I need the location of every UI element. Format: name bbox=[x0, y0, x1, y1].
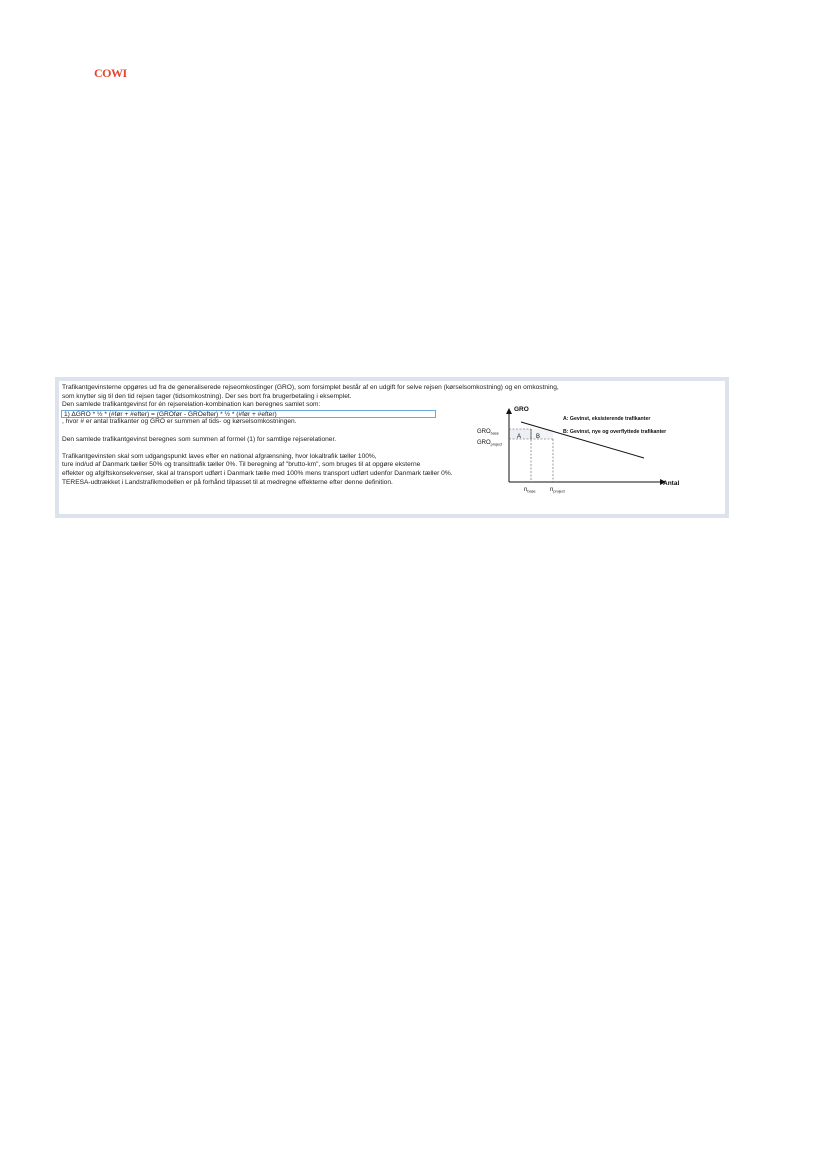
gro-project-label: $GRO_{project}$ bbox=[477, 440, 503, 447]
legend-a: A: Gevinst, eksisterende trafikanter bbox=[563, 416, 651, 422]
paragraph-line: som knytter sig til den tid rejsen tager (tidsomkostning). Der ses bort fra brugerbetaling i eksemplet. bbox=[62, 392, 352, 400]
x-axis-label: Antal bbox=[663, 480, 680, 487]
formula-note: , hvor # er antal trafikanter og GRO er summen af tids- og kørselsomkostningen. bbox=[62, 418, 297, 426]
cowi-logo: COWI bbox=[94, 66, 127, 80]
area-a-label: A bbox=[517, 434, 522, 440]
demand-curve bbox=[521, 422, 644, 458]
paragraph-line: Trafikantgevinsten skal som udgangspunkt laves efter en national afgrænsning, hvor lokaltrafik tæller 100%, bbox=[62, 452, 377, 460]
y-axis-label: GRO bbox=[514, 406, 529, 413]
figure-text bbox=[62, 384, 559, 487]
legend-b: B: Gevinst, nye og overflyttede trafikanter bbox=[563, 429, 667, 435]
area-b-label: B bbox=[536, 434, 541, 440]
paragraph-line: effekter og afgiftskonsekvenser, skal al transport udført i Danmark tælle med 100% mens transport udført udenfor Danmark tæller 0%. bbox=[62, 469, 453, 477]
demand-diagram bbox=[469, 381, 729, 516]
paragraph-line: Trafikantgevinsterne opgøres ud fra de generaliserede rejseomkostinger (GRO), som forsimplet består af en udgift for selve rejsen (kørselsomkostning) og en omkostning, bbox=[62, 384, 559, 391]
embedded-figure bbox=[55, 377, 729, 518]
n-project-label: $n_{project}$ bbox=[550, 487, 565, 494]
paragraph-line: ture ind/ud af Danmark tæller 50% og transittrafik tæller 0%. Til beregning af "brutto-km", som bruges til at opgøre eksterne bbox=[62, 461, 421, 469]
n-base-label: $n_{base}$ bbox=[524, 487, 536, 494]
gro-base-label: $GRO_{base}$ bbox=[477, 429, 499, 436]
paragraph-line: Den samlede trafikantgevinst for én rejserelation-kombination kan beregnes samlet som: bbox=[62, 401, 321, 409]
formula-box: 1) ΔGRO * ½ * (#før + #efter) = (GROfør - GROefter) * ½ * (#før + #efter) bbox=[61, 410, 436, 419]
paragraph-line: TERESA-udtrækket i Landstrafikmodellen er på forhånd tilpasset til at medregne effekterne efter denne definition. bbox=[62, 478, 393, 486]
paragraph-line: Den samlede trafikantgevinst beregnes som summen af formel (1) for samtlige rejserelationer. bbox=[62, 435, 337, 443]
